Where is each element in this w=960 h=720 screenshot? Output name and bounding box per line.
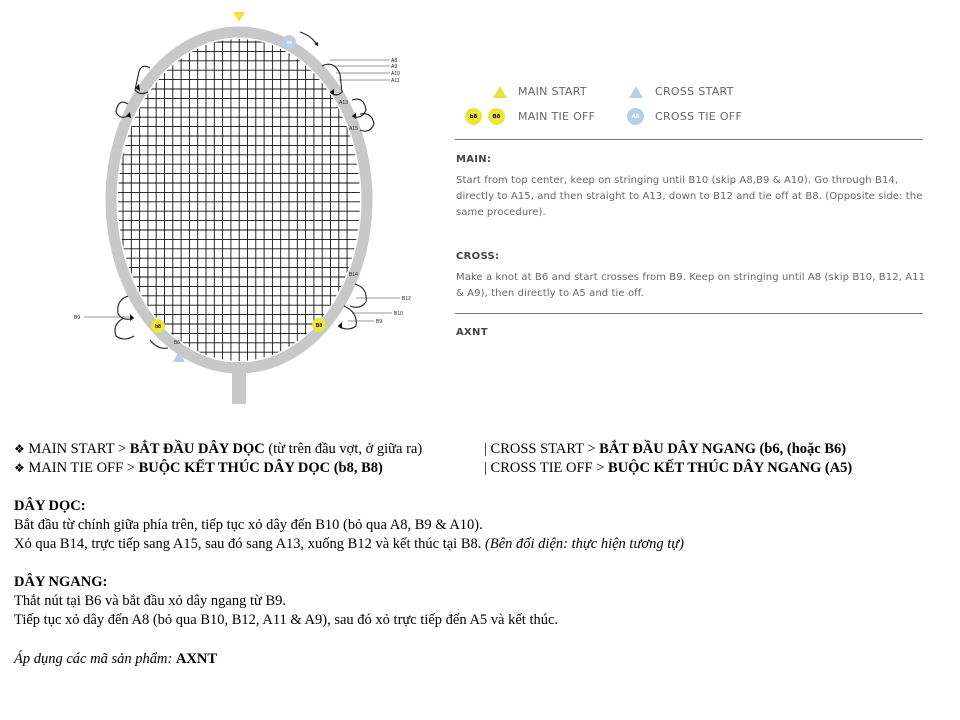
racket-label-b9-right: B9 xyxy=(376,319,383,325)
racket-label-a5: A5 xyxy=(286,40,292,45)
vn-line1-prefix: MAIN START > xyxy=(24,441,130,457)
racket-label-a9: A9 xyxy=(391,64,398,70)
vn-apply-line xyxy=(14,650,217,669)
main-start-legend-icon xyxy=(493,86,507,98)
racket-label-b12: B12 xyxy=(402,296,411,302)
racket-label-b8-large: B8 xyxy=(315,323,323,329)
diamond-bullet-icon: ❖ xyxy=(14,461,25,475)
racket-label-a8: A8 xyxy=(391,58,398,64)
cross-section-text: Make a knot at B6 and start crosses from B9. Keep on stringing until A8 (skip B10, B12, A11 & A9), then directly to A5 and tie off. xyxy=(456,272,926,299)
vn-cross-line-2: Tiếp tục xỏ dây đến A8 (bỏ qua B10, B12, A11 & A9), sau đó xỏ trực tiếp đến A5 và kết thúc. xyxy=(14,612,559,628)
product-code-label: AXNT xyxy=(456,327,488,338)
vn-main-line2-italic: (Bên đối diện: thực hiện tương tự) xyxy=(485,536,684,552)
vn-line2-col2-bold: BUỘC KẾT THÚC DÂY NGANG (A5) xyxy=(608,460,853,476)
cross-tie-off-legend-icon: A5 xyxy=(627,108,644,125)
vn-cross-heading: DÂY NGANG: xyxy=(14,574,108,590)
racket-label-b14: B14 xyxy=(349,272,358,278)
main-section-text: Start from top center, keep on stringing until B10 (skip A8,B9 & A10). Go through B14, directly to A15, and then straight to A13, down to B12 and tie off at B8. (Opposite side: the same procedure). xyxy=(456,175,923,218)
vn-legend-line-2-col2 xyxy=(484,459,852,478)
main-tie-off-legend-icon-b8-small: b8 xyxy=(465,108,482,125)
main-section-title: MAIN: xyxy=(456,154,492,165)
racket-label-b8-small: b8 xyxy=(155,324,161,330)
legend-main-start: MAIN START xyxy=(518,85,587,98)
main-tie-off-legend-icon-b8-large: B8 xyxy=(488,108,505,125)
racket-label-a13: A13 xyxy=(339,100,348,106)
racket-label-a10: A10 xyxy=(391,71,400,77)
vn-line2-bold: BUỘC KẾT THÚC DÂY DỌC (b8, B8) xyxy=(138,460,383,476)
divider-bottom xyxy=(455,313,923,314)
racket-label-a15: A15 xyxy=(349,126,358,132)
racket-label-a11: A11 xyxy=(391,78,400,84)
vn-legend-line-1 xyxy=(14,440,422,459)
racket-label-b6: B6 xyxy=(174,340,181,346)
legend-main-tie-off: MAIN TIE OFF xyxy=(518,110,596,123)
vn-line1-bold: BẮT ĐẦU DÂY DỌC xyxy=(129,441,265,457)
vn-line1-col2-bold: BẮT ĐẦU DÂY NGANG (b6, (hoặc B6) xyxy=(599,441,847,457)
vn-apply-code: AXNT xyxy=(175,651,217,667)
legend-cross-tie-off: CROSS TIE OFF xyxy=(655,110,743,123)
racket-label-b9-left: B9 xyxy=(74,315,81,321)
vn-main-line-2 xyxy=(14,535,684,554)
vn-legend-line-2 xyxy=(14,459,383,478)
vn-line1-rest: (từ trên đầu vợt, ở giữa ra) xyxy=(264,441,423,457)
vn-apply-label: Áp dụng các mã sản phẩm: xyxy=(14,651,176,667)
vn-legend-line-1-col2 xyxy=(484,440,846,459)
racket-stringing-diagram xyxy=(0,0,440,410)
main-start-marker-icon xyxy=(233,12,245,22)
vn-main-heading: DÂY DỌC: xyxy=(14,498,86,514)
vn-line1-col2-prefix: | CROSS START > xyxy=(484,441,600,457)
legend-cross-start: CROSS START xyxy=(655,85,734,98)
vn-line2-prefix: MAIN TIE OFF > xyxy=(24,460,139,476)
vn-main-line-1: Bắt đầu từ chính giữa phía trên, tiếp tục xỏ dây đến B10 (bỏ qua A8, B9 & A10). xyxy=(14,517,483,533)
cross-section-title: CROSS: xyxy=(456,251,500,262)
divider-top xyxy=(455,139,923,140)
diamond-bullet-icon: ❖ xyxy=(14,442,25,456)
cross-start-legend-icon xyxy=(629,86,643,98)
vn-line2-col2-prefix: | CROSS TIE OFF > xyxy=(484,460,609,476)
vn-main-line2-text: Xỏ qua B14, trực tiếp sang A15, sau đó sang A13, xuống B12 và kết thúc tại B8. xyxy=(14,536,486,552)
racket-label-b10: B10 xyxy=(394,311,403,317)
vn-cross-line-1: Thắt nút tại B6 và bắt đầu xỏ dây ngang từ B9. xyxy=(14,593,287,609)
